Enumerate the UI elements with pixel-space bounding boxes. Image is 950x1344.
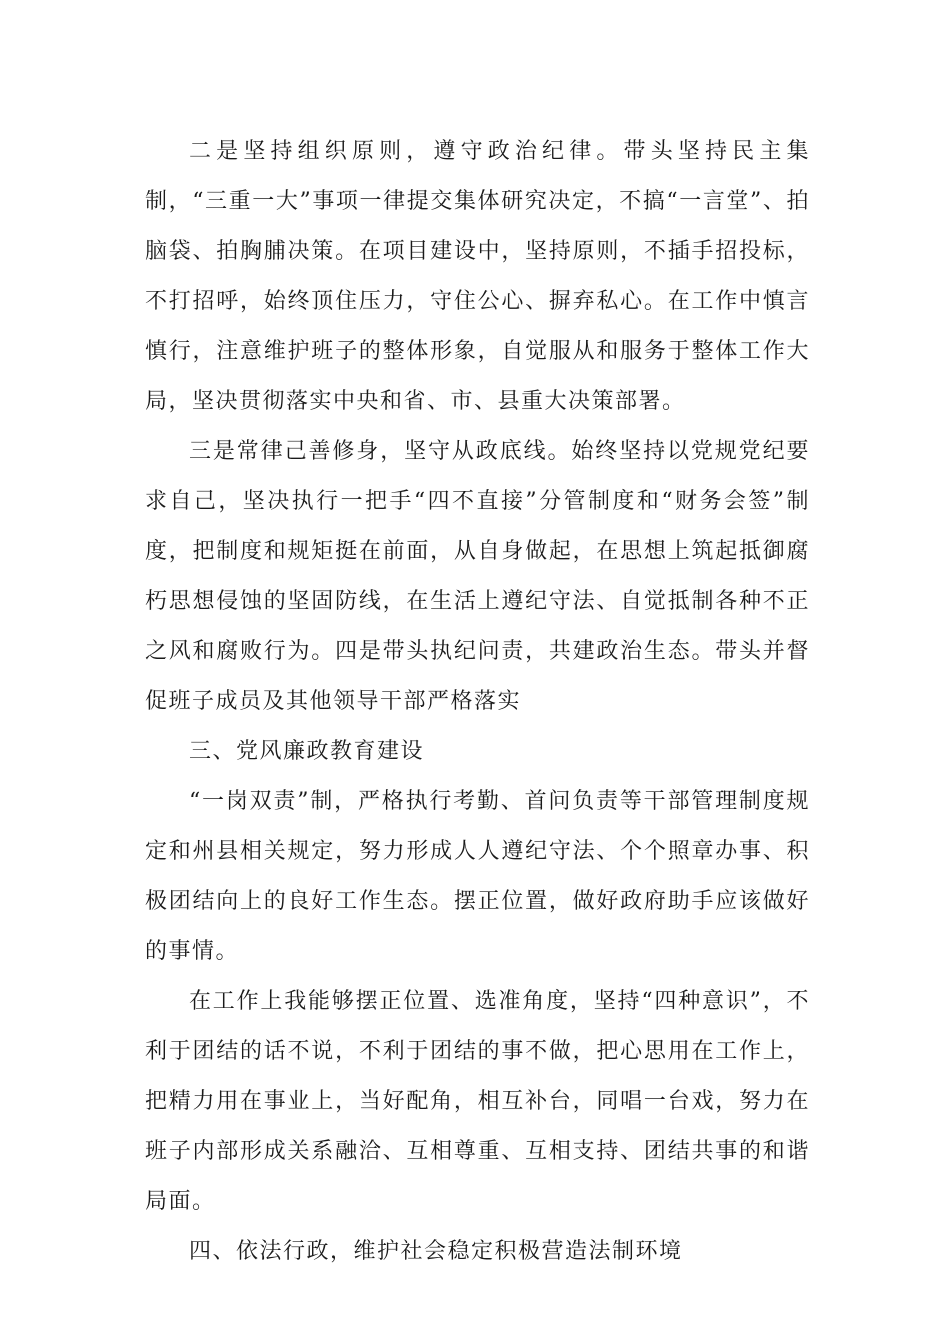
paragraph-self-discipline: 三是常律己善修身，坚守从政底线。始终坚持以党规党纪要求自己，坚决执行一把手“四不直接”分管制度和“财务会签”制度，把制度和规矩挺在前面，从自身做起，在思想上筑起抵御腐朽思想侵蚀的坚固防线，在生活上遵纪守法、自觉抵制各种不正之风和腐败行为。四是带头执纪问责，共建政治生态。带头并督促班子成员及其他领导干部严格落实 xyxy=(145,439,810,714)
document-body xyxy=(145,127,810,1277)
paragraph-dual-responsibility: “一岗双责”制，严格执行考勤、首问负责等干部管理制度规定和州县相关规定，努力形成人人遵纪守法、个个照章办事、积极团结向上的良好工作生态。摆正位置，做好政府助手应该做好的事情。 xyxy=(145,789,810,964)
section-heading-rule-of-law: 四、依法行政，维护社会稳定积极营造法制环境 xyxy=(189,1239,683,1264)
section-heading-integrity-education: 三、党风廉政教育建设 xyxy=(189,739,425,764)
paragraph-principles: 二是坚持组织原则，遵守政治纪律。带头坚持民主集制，“三重一大”事项一律提交集体研究决定，不搞“一言堂”、拍脑袋、拍胸脯决策。在项目建设中，坚持原则，不插手招投标，不打招呼，始终顶住压力，守住公心、摒弃私心。在工作中慎言慎行，注意维护班子的整体形象，自觉服从和服务于整体工作大局，坚决贯彻落实中央和省、市、县重大决策部署。 xyxy=(145,139,810,414)
paragraph-teamwork: 在工作上我能够摆正位置、选准角度，坚持“四种意识”，不利于团结的话不说，不利于团结的事不做，把心思用在工作上，把精力用在事业上，当好配角，相互补台，同唱一台戏，努力在班子内部形成关系融洽、互相尊重、互相支持、团结共事的和谐局面。 xyxy=(145,989,810,1214)
